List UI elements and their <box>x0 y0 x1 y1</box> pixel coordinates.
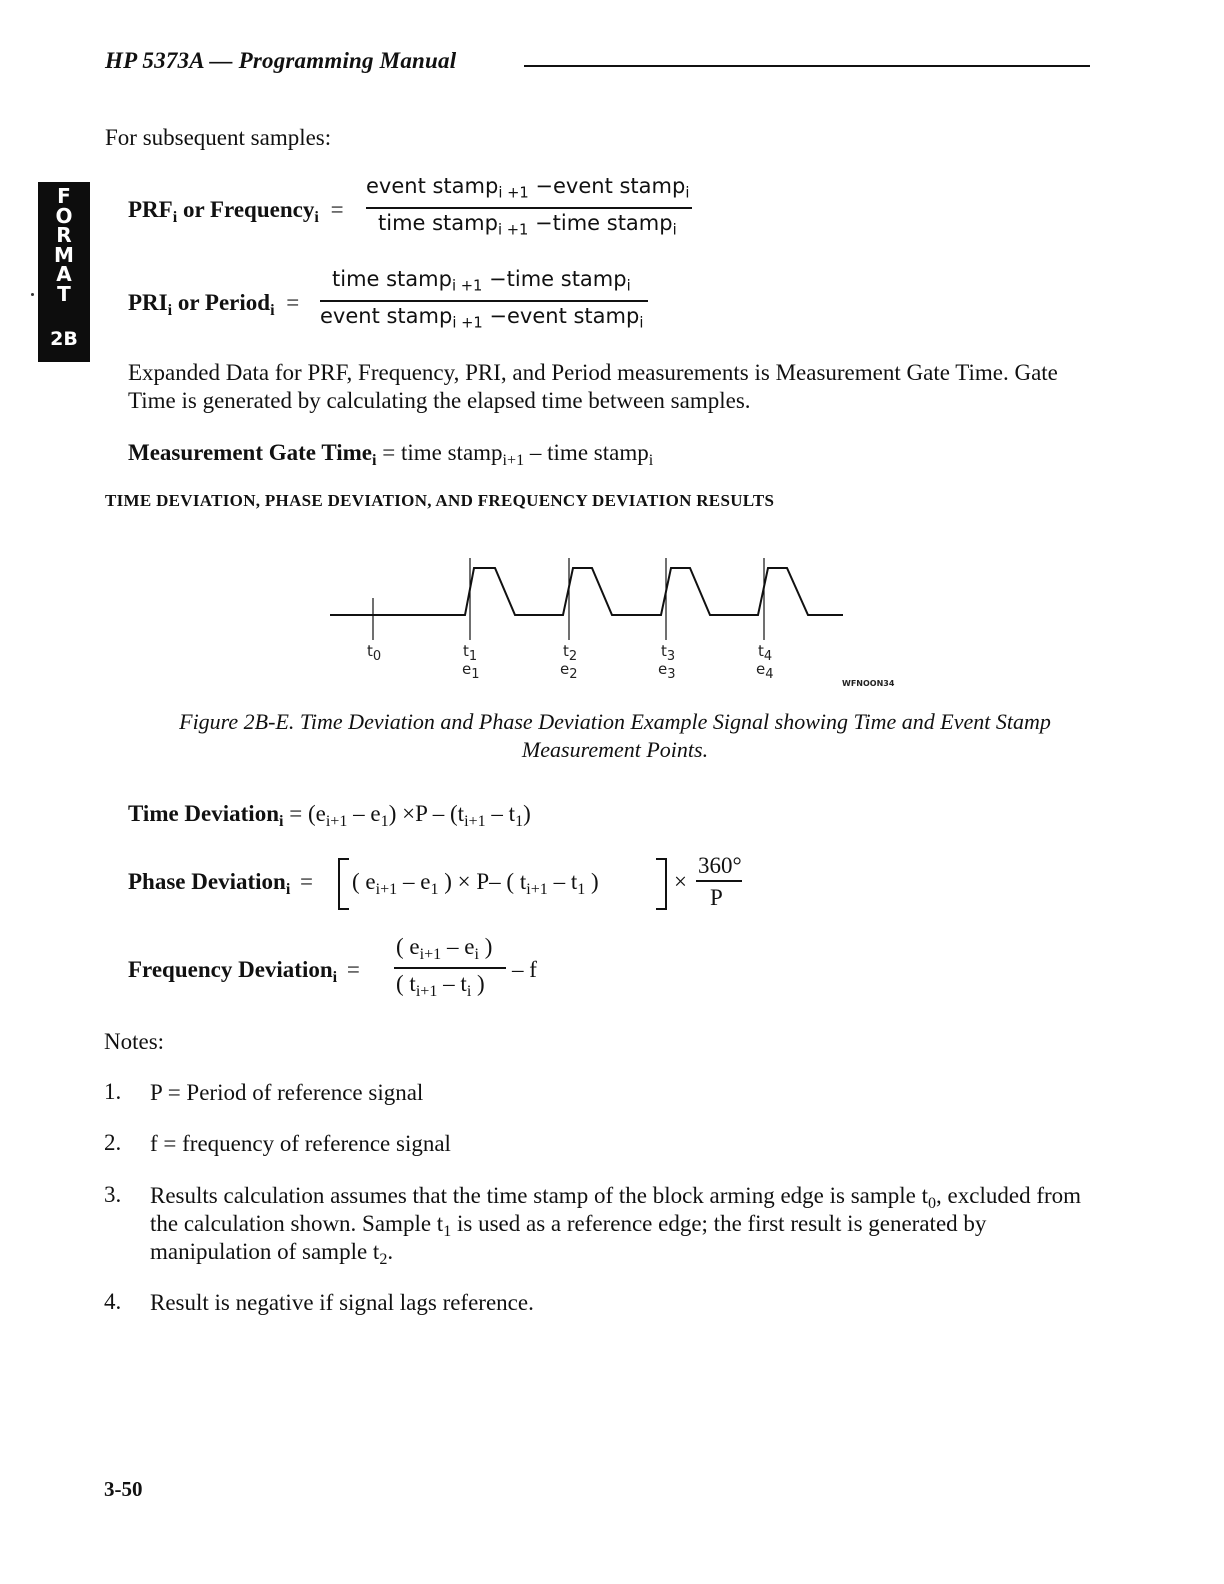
section-tab <box>38 182 90 362</box>
right-bracket <box>656 858 667 910</box>
note-text: Result is negative if signal lags reference. <box>150 1290 534 1315</box>
freq-dev-tail: – f <box>512 957 537 982</box>
label-e4: e4 <box>756 660 774 682</box>
note-number: 3. <box>104 1182 122 1207</box>
figure-caption: Figure 2B-E. Time Deviation and Phase Deviation Example Signal showing Time and Event Stamp Measurement Points. <box>179 709 1051 762</box>
tab-letter: R <box>56 223 72 247</box>
note-number: 2. <box>104 1130 122 1155</box>
freq-dev-fraction-bar <box>394 967 506 969</box>
pulse-signal-figure <box>320 548 910 693</box>
prf-numerator: event stamp$_{i +1}$ −event stamp$_i$ <box>366 174 690 202</box>
tab-letter: O <box>55 203 73 228</box>
prf-equation-lhs: $PRF_i$ or Frequency$_i$ = <box>128 197 344 226</box>
tab-letter: M <box>54 242 74 267</box>
freq-dev-numerator: ( $e_{i+1} - e_i$ ) <box>396 934 493 963</box>
left-bracket <box>338 858 349 910</box>
tab-letter: A <box>56 262 72 286</box>
phase-frac-denominator: P <box>710 885 723 910</box>
label-e2: e2 <box>560 660 578 682</box>
phase-times-sign: × <box>674 869 687 894</box>
note-number: 4. <box>104 1289 122 1314</box>
margin-dot <box>31 293 34 296</box>
prf-denominator: time stamp$_{i +1}$ −time stamp$_i$ <box>378 211 677 239</box>
section-tab-code: 2B <box>50 328 78 350</box>
frequency-deviation-lhs: Frequency Deviation$_i$ = <box>128 957 360 986</box>
notes-title: Notes: <box>104 1029 165 1054</box>
phase-frac-numerator: 360° <box>698 853 742 878</box>
phase-deviation-inner: ( $e_{i+1} - e_1$ ) × P– ( $t_{i+1} - t_1$ ) <box>352 869 599 898</box>
label-t1: t1 <box>463 642 478 664</box>
phase-deviation-equation: Phase Deviation$_i$ = <box>128 869 314 898</box>
tab-letter: T <box>57 281 71 306</box>
prf-fraction-bar <box>366 207 692 209</box>
note-text: Results calculation assumes that the time stamp of the block arming edge is sample $t_0$, excluded from the calculation shown. Sample $t_1$ is used as a reference edge; the first result is generated by manipulation of sample $t_2$. <box>150 1183 1082 1268</box>
label-e3: e3 <box>658 660 676 682</box>
pri-numerator: time stamp$_{i +1}$ −time stamp$_i$ <box>332 267 631 295</box>
page-number: 3-50 <box>104 1477 143 1501</box>
gate-time-equation: Measurement Gate Time$_i$ = time stamp$_{i+1}$ – time stamp$_i$ <box>128 440 654 469</box>
label-t3: t3 <box>661 642 676 664</box>
label-t4: t4 <box>758 642 773 664</box>
freq-dev-denominator: ( $t_{i+1} - t_i$ ) <box>396 971 485 1000</box>
tab-letter: F <box>57 184 71 208</box>
pri-fraction-bar <box>320 300 648 302</box>
pri-denominator: event stamp$_{i +1}$ −event stamp$_i$ <box>320 304 644 332</box>
intro-text: For subsequent samples: <box>105 125 332 150</box>
label-t2: t2 <box>563 642 578 664</box>
time-deviation-equation: Time Deviation$_i$ = $(e_{i+1} - e_1) \times P - (t_{i+1} - t_1)$ <box>128 801 531 830</box>
section-tab-letters <box>38 184 90 306</box>
header-rule <box>524 65 1090 67</box>
phase-frac-bar <box>696 880 742 882</box>
section-heading: TIME DEVIATION, PHASE DEVIATION, AND FREQUENCY DEVIATION RESULTS <box>105 491 775 510</box>
expanded-data-paragraph: Expanded Data for PRF, Frequency, PRI, and Period measurements is Measurement Gate Time. Gate Time is generated by calculating the elapsed time between samples. <box>128 360 1058 413</box>
pulse-waveform <box>330 568 843 615</box>
figure-code: WFNOON34 <box>842 679 895 688</box>
note-text: P = Period of reference signal <box>150 1080 424 1105</box>
label-e1: e1 <box>462 660 480 682</box>
pri-equation-lhs: $PRI_i$ or Period$_i$ = <box>128 290 300 319</box>
manual-title: HP 5373A — Programming Manual <box>105 48 457 73</box>
label-t0: t0 <box>367 642 382 664</box>
note-text: f = frequency of reference signal <box>150 1131 451 1156</box>
note-number: 1. <box>104 1079 122 1104</box>
